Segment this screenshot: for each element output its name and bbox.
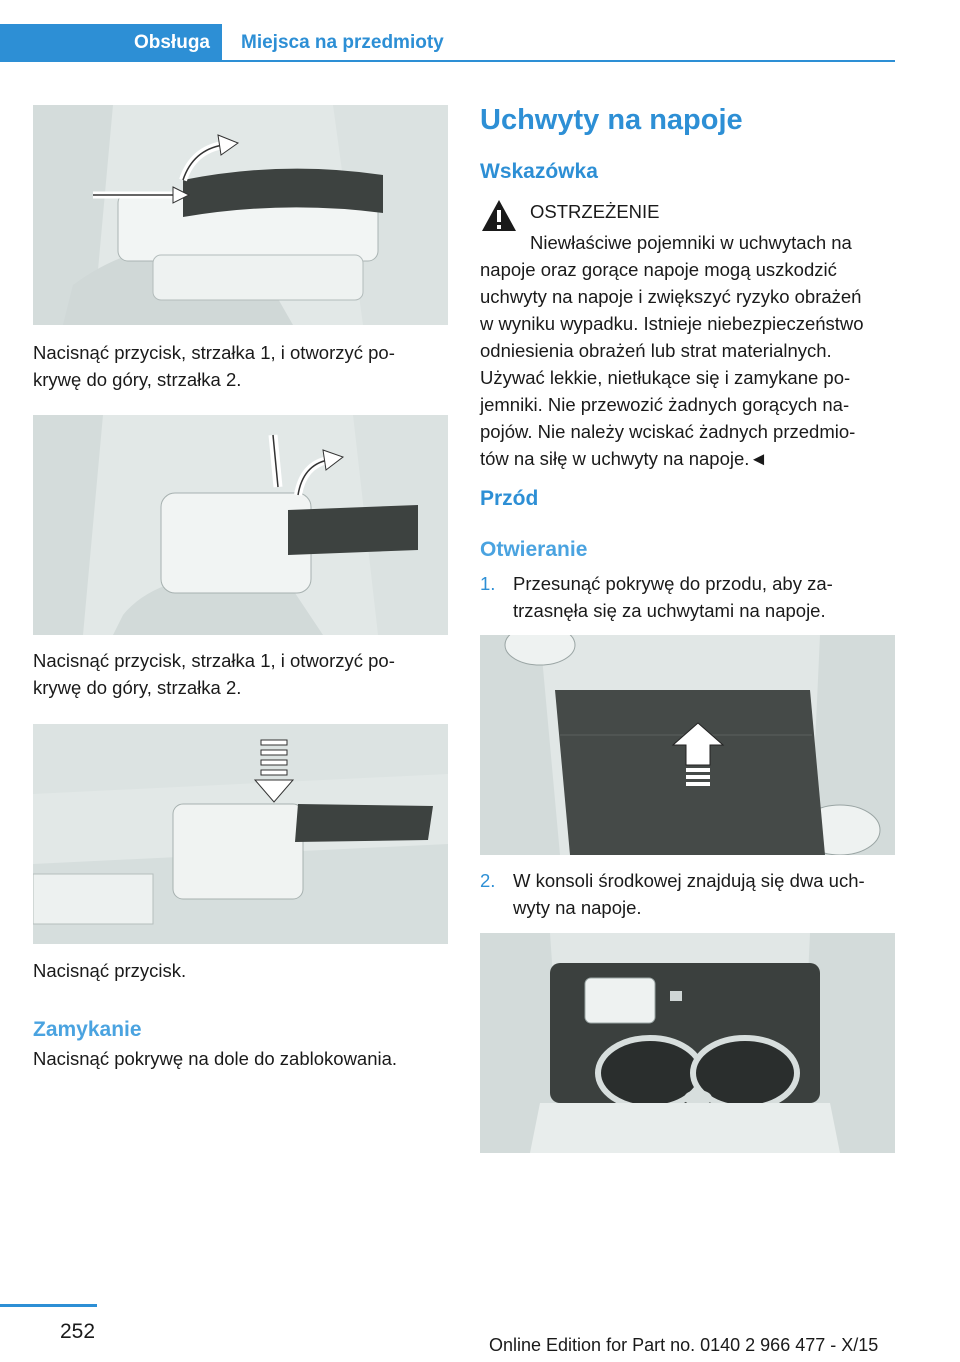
warning-text: napoje oraz gorące napoje mogą uszkodzić uchwyty na napoje i zwiększyć ryzyko obrażeń w wyniku wypadku. Istnieje niebezpieczeństwo odniesienia obrażeń lub strat materialnych. Używać lekkie, nietłukące się i zamykane po- jemniki. Nie przewozić żadnych gorących na- pojów. Nie należy wciskać żadnych przedmio- tów na siłę w uchwyty na napoje.◄ — [480, 259, 864, 469]
armrest-figure-1 — [33, 105, 448, 325]
section-label: Obsługa — [133, 31, 210, 53]
note-heading: Wskazówka — [480, 160, 598, 183]
caption-2: Nacisnąć przycisk, strzałka 1, i otworzyć po- krywę do góry, strzałka 2. — [33, 650, 395, 698]
armrest-figure-2 — [33, 415, 448, 635]
caption-3: Nacisnąć przycisk. — [33, 960, 187, 981]
step-1-number: 1. — [480, 573, 496, 594]
warning-label: OSTRZEŻENIE — [530, 201, 660, 222]
edition-text: Online Edition for Part no. 0140 2 966 477 - X/15 — [489, 1335, 879, 1355]
header-divider — [0, 60, 895, 62]
front-heading: Przód — [480, 487, 539, 510]
closing-heading: Zamykanie — [33, 1018, 142, 1041]
open-heading: Otwieranie — [480, 538, 588, 561]
section-tab[interactable] — [0, 24, 222, 61]
armrest-illustration-2 — [33, 415, 448, 635]
armrest-figure-3 — [33, 724, 448, 944]
footer-divider — [0, 1304, 97, 1307]
cupholder-cover-figure — [480, 635, 895, 855]
page-title: Uchwyty na napoje — [480, 104, 743, 136]
cupholders-figure — [480, 933, 895, 1153]
step-2-text: W konsoli środkowej znajdują się dwa uch- wyty na napoje. — [513, 870, 865, 918]
closing-text: Nacisnąć pokrywę na dole do zablokowania. — [33, 1048, 398, 1069]
warning-triangle-icon — [480, 197, 518, 235]
cupholder-cover-illustration — [480, 635, 895, 855]
subsection-tab[interactable]: Miejsca na przedmioty — [241, 31, 444, 53]
warning-first-line: Niewłaściwe pojemniki w uchwytach na — [530, 232, 852, 253]
step-2-number: 2. — [480, 870, 496, 891]
caption-1: Nacisnąć przycisk, strzałka 1, i otworzyć po- krywę do góry, strzałka 2. — [33, 342, 395, 390]
armrest-illustration-1 — [33, 105, 448, 325]
step-1-text: Przesunąć pokrywę do przodu, aby za- trzasnęła się za uchwytami na napoje. — [513, 573, 833, 621]
page-number: 252 — [60, 1320, 96, 1343]
cupholders-illustration — [480, 933, 895, 1153]
armrest-illustration-3 — [33, 724, 448, 944]
